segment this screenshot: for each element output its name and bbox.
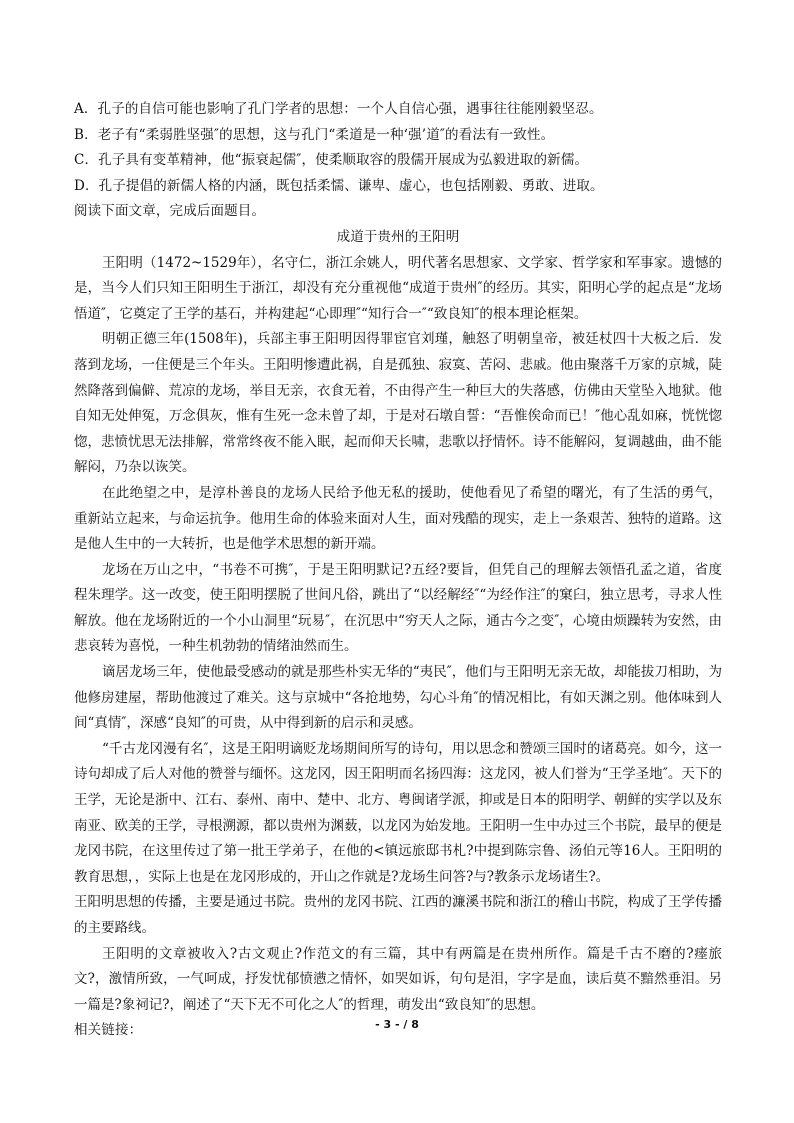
paragraph-academies: 王阳明思想的传播，主要是通过书院。贵州的龙冈书院、江西的濂溪书院和浙江的稽山书院，构成了王学传播的主要路线。 <box>74 894 722 936</box>
option-d: D．孔子提倡的新儒人格的内涵，既包括柔懦、谦卑、虚心，也包括刚毅、勇敢、进取。 <box>74 177 604 194</box>
paragraph-enlightenment: 龙场在万山之中，“书卷不可携″，于是王阳明默记?五经?要旨，但凭自己的理解去领悟孔孟之道，省度程朱理学。这一改变，使王阳明摆脱了世间凡俗，跳出了“以经解经″“为经作注″的窠臼，独立思考，寻求人性解放。他在龙场附近的一个小山洞里“玩易″，在沉思中“穷天人之际，通古今之变″，心境由烦躁转为安然，由悲哀转为喜悦，一种生机勃勃的情绪油然而生。 <box>74 561 722 655</box>
option-c: C．孔子具有变革精神，他“振衰起儒″，使柔顺取容的殷儒开展成为弘毅进取的新儒。 <box>74 152 589 169</box>
paragraph-intro: 王阳明（1472~1529年），名守仁，浙江余姚人，明代著名思想家、文学家、哲学家和军事家。遗憾的是，当今人们只知王阳明生于浙江，却没有充分重视他“成道于贵州″的经历。其实，阳明心学的起点是“龙场悟道″，它奠定了王学的基石，并构建起“心即理″“知行合一″“致良知″的根本理论框架。 <box>74 254 722 322</box>
related-links-label: 相关链接： <box>74 1022 143 1039</box>
reading-instruction: 阅读下面文章，完成后面题目。 <box>74 203 266 220</box>
paragraph-yi-people: 谪居龙场三年，使他最受感动的就是那些朴实无华的“夷民″，他们与王阳明无亲无故，却能拔刀相助，为他修房建屋，帮助他渡过了难关。这与京城中“各抢地势，勾心斗角″的情况相比，有如天渊之别。他体味到人间“真情″，深感“良知″的可贵，从中得到新的启示和灵感。 <box>74 664 722 732</box>
page-number: - 3 - / 8 <box>375 1018 419 1031</box>
article-title: 成道于贵州的王阳明 <box>336 228 460 245</box>
paragraph-writings: 王阳明的文章被收入?古文观止?作范文的有三篇，其中有两篇是在贵州所作。篇是千古不磨的?瘗旅文?，激情所致，一气呵成，抒发忧郁愤懑之情怀，如哭如诉，句句是泪，字字是血，读后莫不黯然垂泪。另一篇是?象祠记?，阐述了“天下无不可化之人″的哲理，萌发出“致良知″的思想。 <box>74 945 722 1013</box>
paragraph-longgang: “千古龙冈漫有名″，这是王阳明谪贬龙场期间所写的诗句，用以思念和赞颂三国时的诸葛亮。如今，这一诗句却成了后人对他的赞誉与缅怀。这龙冈，因王阳明而名扬四海：这龙冈，被人们誉为“王学圣地″。天下的王学，无论是浙中、江右、泰州、南中、楚中、北方、粤闽诸学派，抑或是日本的阳明学、朝鲜的实学以及东南亚、欧美的王学，寻根溯源，都以贵州为渊薮，以龙冈为始发地。王阳明一生中办过三个书院，最早的便是龙冈书院，在这里传过了第一批王学弟子，在他的<镇远旅邸书札?中提到陈宗鲁、汤伯元等16人。王阳明的教育思想，，实际上也是在龙冈形成的，开山之作就是?龙场生问答?与?教条示龙场诸生?。 <box>74 740 722 885</box>
page-content <box>74 97 722 1044</box>
option-b: B．老子有“柔弱胜坚强″的思想，这与孔门“柔道是一种‘强’道″的看法有一致性。 <box>74 126 555 143</box>
option-a: A．孔子的自信可能也影响了孔门学者的思想：一个人自信心强，遇事往往能刚毅坚忍。 <box>74 101 603 117</box>
paragraph-exile: 明朝正德三年(1508年)，兵部主事王阳明因得罪宦官刘瑾，触怒了明朝皇帝，被廷杖四十大板之后．发落到龙场，一住便是三个年头。王阳明惨遭此祸，自是孤独、寂寞、苦闷、悲戚。他由聚落千万家的京城，陡然降落到偏僻、荒凉的龙场，举目无亲，衣食无着，不由得产生一种巨大的失落感，仿佛由天堂坠入地狱。他自知无处伸冤，万念俱灰，惟有生死一念未曾了却，于是对石墩自誓：“吾惟俟命而已！″他心乱如麻，恍恍惚惚，悲愤忧思无法排解，常常终夜不能入眠，起而仰天长啸，悲歌以抒情怀。诗不能解闷，复调越曲，曲不能解闷，乃杂以诙笑。 <box>74 331 722 476</box>
paragraph-turning-point: 在此绝望之中，是淳朴善良的龙场人民给予他无私的援助，使他看见了希望的曙光，有了生活的勇气，重新站立起来，与命运抗争。他用生命的体验来面对人生，面对残酷的现实，走上一条艰苦、独特的道路。这是他人生中的一大转折，也是他学术思想的新开端。 <box>74 484 722 553</box>
